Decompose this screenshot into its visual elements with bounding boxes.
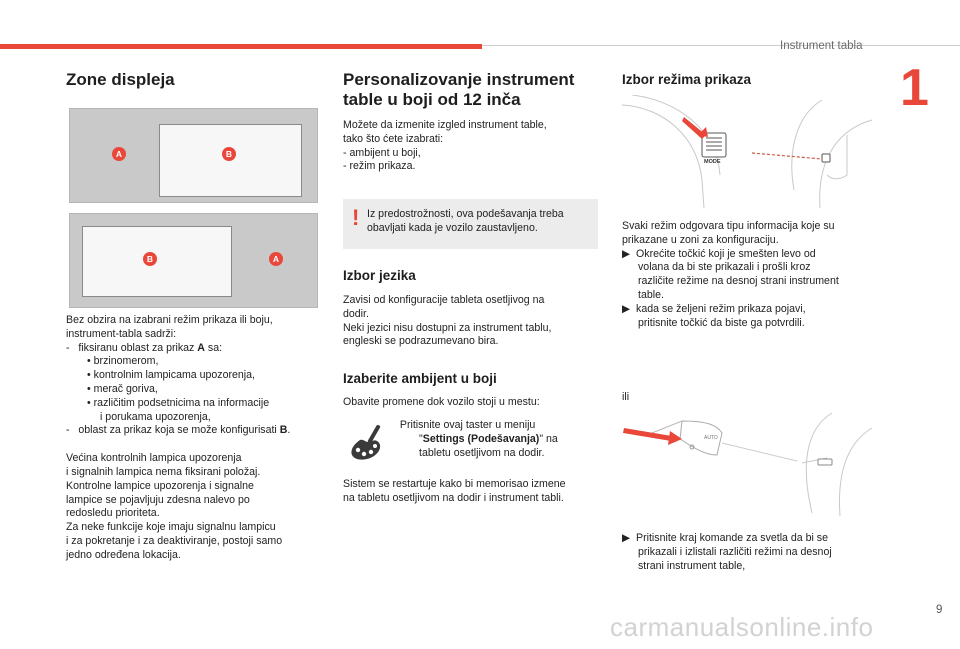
ambient-after: Sistem se restartuje kako bi memorisao izmene na tabletu osetljivom na dodir i instrument tabli. (343, 478, 566, 504)
ambient-title: Izaberite ambijent u boji (343, 371, 497, 386)
display-mode-content: Svaki režim odgovara tipu informacija koje su prikazane u zoni za konfiguraciju. ▶ Okrećite točkić koji je smešten levo od volana da bi ste prikazali i prošli kroz različite režime na desnoj strani instrument table. ▶ kada se željeni režim prikaza pojavi, pritisnite točkić da biste ga potvrdili. (622, 220, 839, 329)
zone-title: Zone displeja (66, 70, 175, 89)
zone-content: Bez obzira na izabrani režim prikaza ili boju, instrument-tabla sadrži: - fiksiranu oblast za prikaz A sa: • brzinomerom, • kontrolnim lampicama upozorenja, • merač goriva, • različitim podsetnicima na informacije i porukama upozorenja, - oblast za prikaz koja se može konfigurisati B. Većina kontrolnih lampica upozorenja i signalnih lampica nema fiksirani položaj. Kontrolne lampice upozorenja i signalne lampice se pojavljuju zdesna nalevo po redosledu prioriteta. Za neke funkcije koje imaju signalnu lampicu i za pokretanje i za deaktiviranje, postoji samo jedno određena lokacija. (66, 314, 334, 563)
light-stalk-illustration (622, 403, 874, 516)
ambient-step: Pritisnite ovaj taster u meniju "Settings (Podešavanja)" na tabletu osetljivom na dodir. (394, 419, 558, 459)
watermark: carmanualsonline.info (610, 612, 874, 642)
section-title: Instrument tabla (780, 40, 863, 52)
warning-text: Iz predostrožnosti, ova podešavanja treba obavljati kada je vozilo zaustavljeno. (367, 208, 564, 234)
display-diagram-top (69, 108, 318, 203)
display-diagram-bottom (69, 213, 318, 308)
header-rule (482, 45, 960, 46)
arrow-icon: ▶ (622, 302, 631, 315)
chapter-number: 1 (900, 59, 929, 117)
ambient-intro: Obavite promene dok vozilo stoji u mestu: (343, 396, 540, 408)
display-mode-title: Izbor režima prikaza (622, 72, 752, 87)
language-title: Izbor jezika (343, 268, 416, 283)
list-item: • različitim podsetnicima na informacije (87, 396, 270, 409)
arrow-icon: ▶ (622, 247, 631, 260)
or-text: ili (622, 391, 630, 403)
marker-b: B (222, 147, 236, 161)
list-item: • merač goriva, (87, 382, 158, 395)
list-item: • kontrolnim lampicama upozorenja, (87, 369, 255, 382)
marker-a: A (269, 252, 283, 266)
language-text: Zavisi od konfiguracije tableta osetljivog na dodir. Neki jezici nisu dostupni za instrument tablu, engleski se podrazumevano bira. (343, 294, 552, 348)
page-number: 9 (936, 604, 943, 616)
marker-b: B (143, 252, 157, 266)
personalize-intro: Možete da izmenite izgled instrument table, tako što ćete izabrati: - ambijent u boji, - režim prikaza. (343, 119, 547, 173)
arrow-icon: ▶ (622, 532, 631, 544)
mode-label: MODE (704, 159, 721, 165)
mode-wheel-illustration (622, 95, 874, 208)
config-zone-screen (82, 226, 232, 297)
header-accent-bar (0, 44, 482, 49)
light-stalk-step: ▶ Pritisnite kraj komande za svetla da bi se prikazali i izlistali različiti režimi na desnoj strani instrument table, (622, 532, 832, 572)
list-item: • brzinomerom, (87, 355, 159, 368)
auto-label: AUTO (704, 435, 718, 441)
warning-icon: ! (352, 205, 360, 230)
marker-a: A (112, 147, 126, 161)
palette-icon (346, 420, 386, 462)
personalize-title: Personalizovanje instrument table u boji od 12 inča (343, 70, 575, 109)
